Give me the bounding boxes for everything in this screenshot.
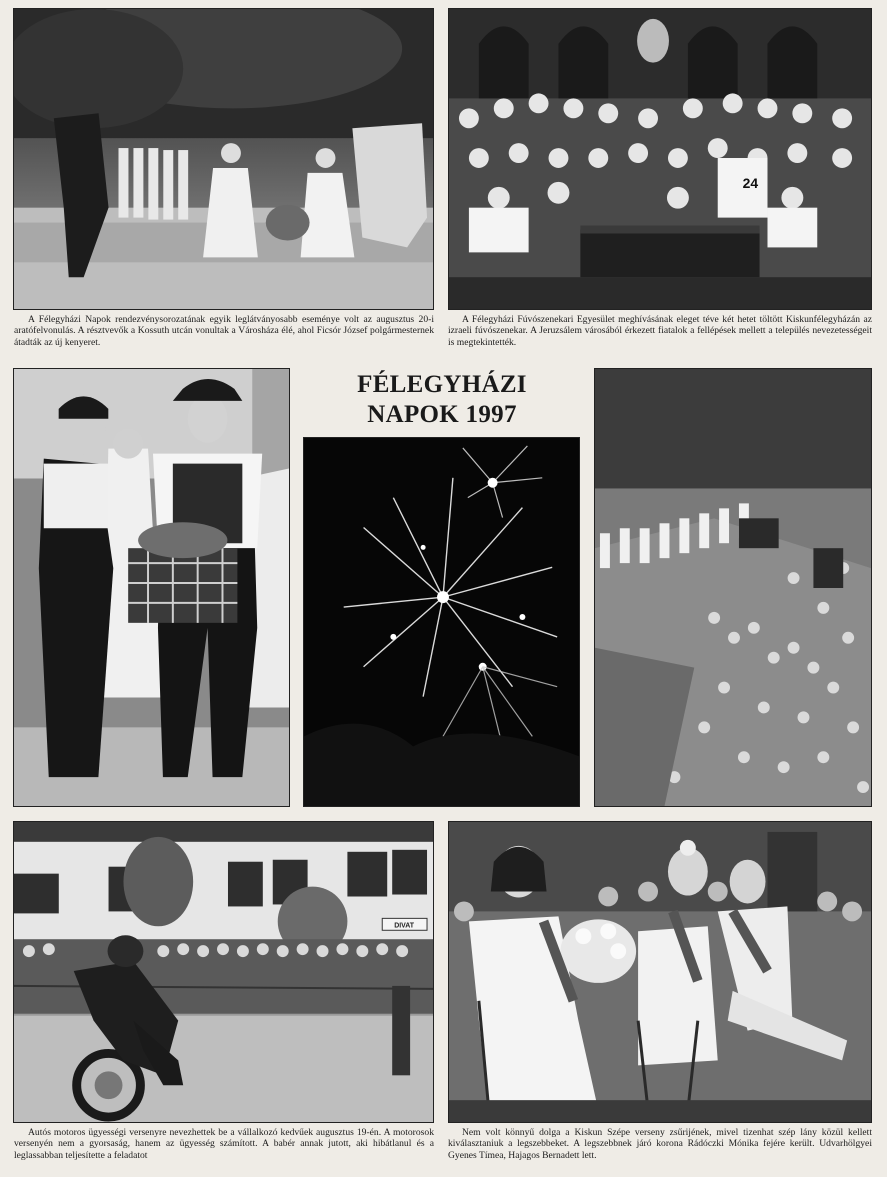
pageant-caption: Nem volt könnyű dolga a Kiskun Szépe verseny zsűrijének, mivel tizenhat szép lány közül kellett kiválasztaniuk a legszebbeket. A legszebbnek járó korona Rádóczki Mónika fejére került. Udvarhölgyei Gyenes Tímea, Hajagos Bernadett lett. — [448, 1127, 872, 1161]
parade-photo — [13, 8, 434, 310]
page-title — [300, 370, 584, 430]
parade-caption: A Félegyházi Napok rendezvénysorozatának egyik leglátványosabb eseménye volt az augusztus 20-i aratófelvonulás. A résztvevők a Kossuth utcán vonultak a Városháza élé, ahol Ficsór József polgármesternek átadták az új kenyeret. — [14, 314, 434, 348]
shop-sign: DIVAT — [394, 922, 415, 930]
fireworks-photo — [303, 437, 580, 807]
page-title-line-1: FÉLEGYHÁZI — [357, 371, 527, 398]
folk-couple-photo — [13, 368, 290, 807]
jersey-number: 24 — [742, 174, 759, 191]
page-title-line-2: NAPOK 1997 — [367, 401, 517, 428]
motorcycle-photo — [13, 821, 434, 1123]
band-photo — [448, 8, 872, 310]
band-caption: A Félegyházi Fúvószenekari Egyesület meghívásának eleget téve két hetet töltött Kiskunfélegyházán az izraeli fúvószenekar. A Jeruzsálem városából érkezett fiatalok a fellépések mellett a település nevezetességeit is megtekintették. — [448, 314, 872, 348]
crowd-photo — [594, 368, 872, 807]
motorcycle-caption: Autós motoros ügyességi versenyre nevezhettek be a vállalkozó kedvűek augusztus 19-én. A motorosok versenyén nem a gyorsaság, hanem az ügyesség számított. A babér annak jutott, aki hibátlanul és a leglassabban teljesítette a feladatot — [14, 1127, 434, 1161]
pageant-photo — [448, 821, 872, 1123]
